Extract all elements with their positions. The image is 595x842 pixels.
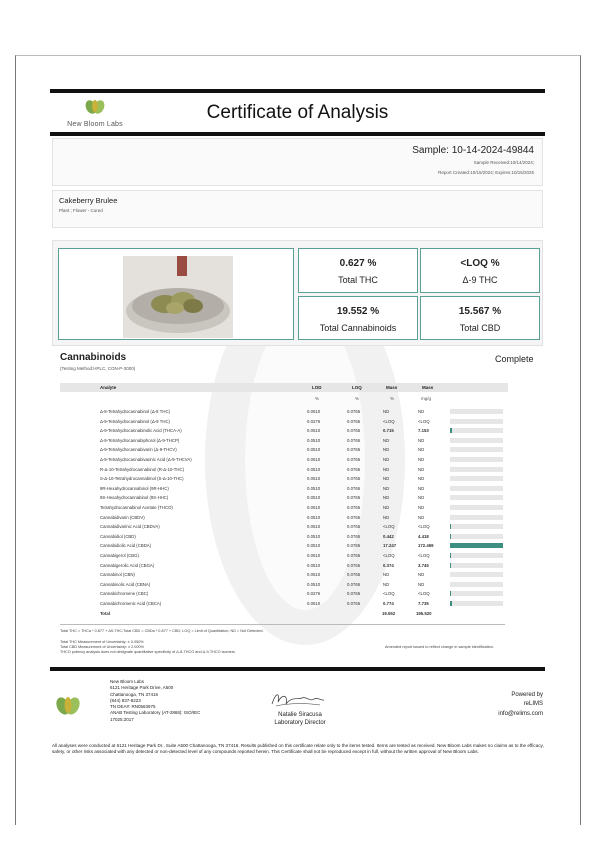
analyte-cell: Cannabidivarinic Acid (CBDVA) (100, 524, 160, 530)
bar-track (450, 563, 503, 568)
bar-track (450, 447, 503, 452)
loq-cell: 0.0765 (347, 514, 361, 520)
testing-method: (Testing Method:HPLC, CON-P-3000) (60, 366, 136, 371)
loq-cell: 0.0765 (347, 591, 361, 597)
loq-cell: 0.0765 (347, 437, 361, 443)
mass-mg-cell: ND (418, 457, 425, 462)
mass-mg-cell: 7.153 (418, 428, 429, 434)
loq-cell: 0.0765 (347, 581, 361, 587)
analyte-cell: Cannabichromene (CBC) (100, 591, 149, 597)
contact-email[interactable]: info@relims.com (498, 711, 543, 717)
footer-logo-icon (54, 696, 82, 716)
mass-mg-cell: <LOQ (418, 418, 430, 424)
lod-cell: 0.0510 (307, 562, 321, 568)
table-row (60, 581, 505, 591)
table-row (60, 533, 505, 543)
header-mass-pct: Mass (386, 385, 398, 390)
formula-note: Total THC = THCa * 0.877 + Δ9-THC;Total CBD = CBDa * 0.877 + CBD; LOQ = Limit of Quantitation; ND = Not Detected. (60, 629, 264, 633)
analyte-cell: Δ-9-Tetrahydrocannabivarinic Acid (Δ-9-THCVA) (100, 457, 192, 462)
mass-pct-cell: ND (383, 485, 390, 491)
address-line: 17025:2017 (110, 716, 134, 722)
mass-mg-cell: ND (418, 409, 425, 414)
product-type: Plant ; Flower - Cured (59, 208, 103, 213)
bar-track (450, 467, 503, 472)
kpi-label: Total THC (338, 275, 378, 285)
kpi-label: Δ-9 THC (462, 275, 498, 285)
mass-pct-cell: ND (383, 437, 390, 443)
bar-track (450, 476, 503, 481)
mass-mg-cell: ND (418, 466, 425, 472)
kpi-value: 19.552 % (336, 306, 380, 317)
lod-cell: 0.0510 (307, 495, 321, 501)
analyte-cell: Cannabidivarin (CBDV) (100, 514, 145, 520)
analyte-cell: Δ-9-Tetrahydrocannabinolic Acid (THCA-A) (100, 428, 182, 434)
kpi-total-thc (298, 248, 418, 293)
total-pct: 19.552 (382, 610, 396, 616)
loq-cell: 0.0765 (347, 466, 361, 472)
loq-cell: 0.0765 (347, 418, 361, 424)
leaf-logo-icon (83, 98, 107, 114)
sample-box (52, 138, 543, 186)
loq-cell: 0.0765 (347, 524, 361, 530)
mass-mg-cell: ND (418, 447, 425, 453)
table-row (60, 590, 505, 600)
company-name: New Bloom Labs (67, 121, 123, 128)
mass-mg-cell: <LOQ (418, 553, 430, 558)
address-line: (844) 837-8223 (110, 697, 141, 703)
mass-pct-cell: ND (383, 581, 390, 587)
analyte-cell: Δ-9-Tetrahydrocannabiphorol (Δ-9-THCP) (100, 437, 180, 443)
lims-name: reLIMS (523, 701, 543, 707)
bar-fill (450, 534, 451, 539)
table-row (60, 571, 505, 581)
bar-track (450, 419, 503, 424)
bar-track (450, 601, 503, 606)
mass-pct-cell: ND (383, 514, 390, 520)
bar-track (450, 428, 503, 433)
mass-pct-cell: ND (383, 447, 390, 453)
powered-by: Powered by (511, 692, 543, 698)
bar-track (450, 591, 503, 596)
analyte-cell: Cannabigerolic Acid (CBGA) (100, 562, 155, 568)
total-mg: 195.520 (416, 610, 432, 616)
analyte-cell: 9R-Hexahydrocannabinol (9R-HHC) (100, 485, 169, 491)
table-row (60, 427, 505, 437)
mass-pct-cell: 17.247 (383, 543, 397, 549)
unit-lod: % (315, 396, 320, 401)
signature (268, 690, 328, 710)
unit-mass-pct: % (390, 396, 395, 401)
status-text: Complete (495, 354, 534, 364)
mass-mg-cell: 4.418 (418, 533, 429, 539)
lod-cell: 0.0510 (307, 476, 321, 482)
title-rule (50, 132, 545, 136)
loq-cell: 0.0765 (347, 428, 361, 434)
bar-track (450, 409, 503, 414)
mass-mg-cell: 7.735 (418, 601, 429, 606)
table-row (60, 475, 505, 485)
product-photo (123, 256, 233, 338)
bar-track (450, 572, 503, 577)
mass-mg-cell: ND (418, 476, 425, 482)
analyte-cell: Δ-9-Tetrahydrocannabivarin (Δ-9-THCV) (100, 447, 177, 453)
address-line: ANAB Testing Laboratory (AT-2868): ISO/IEC (110, 710, 201, 716)
mass-mg-cell: <LOQ (418, 524, 430, 530)
mass-pct-cell: 0.442 (383, 533, 394, 539)
lod-cell: 0.0510 (307, 524, 321, 530)
mass-pct-cell: <LOQ (383, 591, 395, 597)
signer-title: Laboratory Director (274, 720, 326, 726)
table-row (60, 408, 505, 418)
unit-mass-mg: mg/g (421, 396, 432, 401)
photo-panel (58, 248, 294, 340)
kpi-total-cbd (420, 296, 540, 340)
mass-mg-cell: ND (418, 437, 425, 443)
bar-track (450, 582, 503, 587)
loq-cell: 0.0765 (347, 601, 361, 606)
address-line: 6121 Heritage Park Drive, A500 (110, 685, 174, 691)
bar-track (450, 524, 503, 529)
uncertainty-thc: Total THC Measurement of Uncertainty: ± 0.050% (60, 640, 144, 644)
lod-cell: 0.0510 (307, 601, 321, 606)
address-line: Chattanooga, TN 37416 (110, 691, 158, 697)
header-loq: LOQ (352, 385, 362, 390)
mass-pct-cell: 0.374 (383, 562, 394, 568)
table-row (60, 485, 505, 495)
mass-pct-cell: 0.715 (383, 428, 394, 434)
bar-fill (450, 563, 451, 568)
amended-note: Amended report issued to reflect change in sample identification. (385, 645, 494, 649)
mass-mg-cell: ND (418, 485, 425, 491)
company-logo (55, 98, 135, 128)
mass-pct-cell: ND (383, 505, 390, 510)
lod-cell: 0.0510 (307, 428, 321, 434)
bar-track (450, 495, 503, 500)
mass-pct-cell: ND (383, 572, 390, 578)
table-total-row (60, 610, 505, 620)
mass-pct-cell: ND (383, 495, 390, 501)
loq-cell: 0.0765 (347, 409, 361, 414)
loq-cell: 0.0765 (347, 447, 361, 453)
kpi-total-cannabinoids (298, 296, 418, 340)
mass-mg-cell: 172.469 (418, 543, 434, 549)
mass-pct-cell: <LOQ (383, 524, 395, 530)
bar-track (450, 515, 503, 520)
mass-pct-cell: <LOQ (383, 553, 395, 558)
table-row (60, 494, 505, 504)
mass-mg-cell: ND (418, 572, 425, 578)
table-row (60, 514, 505, 524)
mass-pct-cell: 0.774 (383, 601, 394, 606)
loq-cell: 0.0765 (347, 505, 361, 510)
lod-cell: 0.0510 (307, 485, 321, 491)
lod-cell: 0.0510 (307, 457, 321, 462)
table-header (60, 383, 508, 392)
summary-box (52, 240, 543, 346)
mass-pct-cell: ND (383, 466, 390, 472)
bar-fill (450, 601, 452, 606)
lab-address (110, 679, 200, 723)
sample-id: Sample: 10-14-2024-49844 (412, 145, 534, 156)
unit-loq: % (355, 396, 360, 401)
loq-cell: 0.0765 (347, 485, 361, 491)
address-line: TN DEA#: RN0563975 (110, 704, 156, 710)
mass-pct-cell: <LOQ (383, 418, 395, 424)
loq-cell: 0.0765 (347, 533, 361, 539)
lod-cell: 0.0510 (307, 572, 321, 578)
bar-track (450, 486, 503, 491)
mass-mg-cell: ND (418, 495, 425, 501)
table-row (60, 466, 505, 476)
header-analyte: Analyte (100, 385, 117, 390)
kpi-value: 15.567 % (458, 306, 502, 317)
mass-pct-cell: ND (383, 457, 390, 462)
mass-mg-cell: ND (418, 505, 425, 510)
loq-cell: 0.0765 (347, 495, 361, 501)
loq-cell: 0.0765 (347, 553, 361, 558)
footer-rule (50, 667, 545, 671)
lod-cell: 0.0510 (307, 543, 321, 549)
header-mass-mg: Mass (422, 385, 434, 390)
bar-track (450, 457, 503, 462)
bar-track (450, 543, 503, 548)
total-label: Total (100, 610, 110, 616)
lod-cell: 0.0510 (307, 533, 321, 539)
product-name: Cakeberry Brulee (59, 196, 118, 205)
loq-cell: 0.0765 (347, 457, 361, 462)
product-box (52, 190, 543, 228)
lod-cell: 0.0510 (307, 505, 321, 510)
mass-pct-cell: ND (383, 409, 390, 414)
analyte-cell: Tetrahydrocannabinol Acetate (THCO) (100, 505, 173, 510)
lod-cell: 0.0510 (307, 553, 321, 558)
address-line: New Bloom Labs (110, 679, 145, 684)
uncertainty-cbd: Total CBD Measurement of Uncertainty: ± 2.000% (60, 645, 144, 649)
lod-cell: 0.0510 (307, 409, 321, 414)
sample-received: Sample Received:10/14/2024; (473, 160, 534, 165)
bar-track (450, 553, 503, 558)
kpi-label: Total Cannabinoids (319, 323, 397, 333)
analyte-cell: S-Δ-10-Tetrahydrocannabinol (S-Δ-10-THC) (100, 476, 184, 482)
analyte-cell: Cannabinolic Acid (CBNA) (100, 581, 151, 587)
analyte-cell: Δ-9-Tetrahydrocannabinol (Δ-9 THC) (100, 418, 170, 424)
disclaimer: All analyses were conducted at 6121 Heritage Park Dr., Suite A500 Chattanooga, TN 37416. Results published on this certificate relate only to the items tested. Items are tested as received. New Bloom Labs makes no claims as to the efficacy, safety, or other risks associated with any detected or non-detected level of any compounds reported herein. This Certificate shall not be reproduced except in full, without the written approval of New Bloom Labs. (52, 743, 544, 755)
kpi-delta9-thc (420, 248, 540, 293)
page-title: Certificate of Analysis (206, 102, 389, 123)
table-row (60, 446, 505, 456)
kpi-label: Total CBD (459, 323, 501, 333)
lod-cell: 0.0510 (307, 466, 321, 472)
lod-cell: 0.0510 (307, 514, 321, 520)
section-title: Cannabinoids (60, 352, 127, 363)
lod-cell: 0.0510 (307, 581, 321, 587)
lod-cell: 0.0276 (307, 591, 321, 597)
lod-cell: 0.0510 (307, 437, 321, 443)
loq-cell: 0.0765 (347, 562, 361, 568)
kpi-value: <LOQ % (460, 258, 500, 269)
report-dates: Report Created:10/15/2024; Expires:10/15/2025 (438, 170, 534, 175)
analyte-cell: Cannabidiol (CBD) (100, 533, 136, 539)
loq-cell: 0.0765 (347, 572, 361, 578)
loq-cell: 0.0765 (347, 476, 361, 482)
mass-mg-cell: ND (418, 581, 425, 587)
analyte-cell: Cannabidiolic Acid (CBDA) (100, 543, 152, 549)
table-row (60, 600, 505, 610)
mass-mg-cell: <LOQ (418, 591, 430, 597)
bar-track (450, 534, 503, 539)
lod-cell: 0.0276 (307, 418, 321, 424)
lod-cell: 0.0510 (307, 447, 321, 453)
bar-track (450, 505, 503, 510)
analyte-cell: 9S-Hexahydrocannabinol (9S-HHC) (100, 495, 169, 501)
analyte-cell: Cannabigerol (CBG) (100, 553, 139, 558)
bar-fill (450, 543, 503, 548)
table-row (60, 523, 505, 533)
thco-note: THCO potency analysis does not designate quantitative specificity of Δ-8-THCO and Δ-9-THCO isomers (60, 650, 235, 654)
signer-name: Natalie Siracusa (278, 712, 322, 718)
analyte-cell: R-Δ-10-Tetrahydrocannabinol (R-Δ-10-THC) (100, 466, 185, 472)
table-row (60, 562, 505, 572)
analyte-cell: Cannabinol (CBN) (100, 572, 135, 578)
table-rule (60, 624, 505, 625)
mass-mg-cell: 3.745 (418, 562, 429, 568)
table-row (60, 437, 505, 447)
table-row (60, 552, 505, 562)
table-row (60, 418, 505, 428)
analyte-cell: Δ-8-Tetrahydrocannabinol (Δ-8 THC) (100, 409, 170, 414)
table-row (60, 456, 505, 466)
mass-mg-cell: ND (418, 514, 425, 520)
bar-fill (450, 428, 452, 433)
mass-pct-cell: ND (383, 476, 390, 482)
table-row (60, 504, 505, 514)
loq-cell: 0.0765 (347, 543, 361, 549)
table-row (60, 542, 505, 552)
kpi-value: 0.627 % (339, 258, 377, 269)
header-lod: LOD (312, 385, 322, 390)
bar-track (450, 438, 503, 443)
top-rule (50, 89, 545, 93)
analyte-cell: Cannabichromenic Acid (CBCA) (100, 601, 162, 606)
